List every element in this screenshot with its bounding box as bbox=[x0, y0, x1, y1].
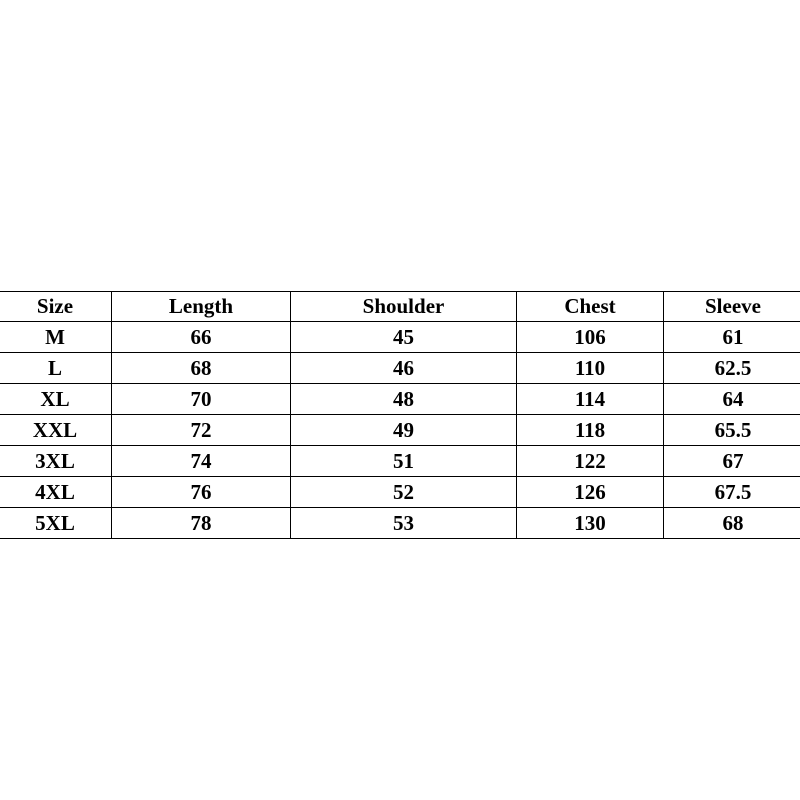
cell-chest: 122 bbox=[517, 446, 664, 477]
cell-size: M bbox=[0, 322, 112, 353]
cell-chest: 106 bbox=[517, 322, 664, 353]
cell-size: XL bbox=[0, 384, 112, 415]
table-row bbox=[0, 384, 800, 415]
cell-length: 76 bbox=[112, 477, 291, 508]
table-row bbox=[0, 353, 800, 384]
cell-chest: 126 bbox=[517, 477, 664, 508]
cell-chest: 118 bbox=[517, 415, 664, 446]
cell-length: 72 bbox=[112, 415, 291, 446]
cell-size: 5XL bbox=[0, 508, 112, 539]
cell-shoulder: 46 bbox=[291, 353, 517, 384]
header-shoulder: Shoulder bbox=[291, 292, 517, 322]
header-length: Length bbox=[112, 292, 291, 322]
header-sleeve: Sleeve bbox=[664, 292, 800, 322]
cell-size: 3XL bbox=[0, 446, 112, 477]
size-chart-table bbox=[0, 291, 800, 539]
cell-shoulder: 51 bbox=[291, 446, 517, 477]
header-size: Size bbox=[0, 292, 112, 322]
table-row bbox=[0, 446, 800, 477]
cell-sleeve: 61 bbox=[664, 322, 800, 353]
header-chest: Chest bbox=[517, 292, 664, 322]
cell-shoulder: 52 bbox=[291, 477, 517, 508]
cell-size: L bbox=[0, 353, 112, 384]
table-header-row bbox=[0, 292, 800, 322]
cell-sleeve: 68 bbox=[664, 508, 800, 539]
cell-length: 66 bbox=[112, 322, 291, 353]
cell-sleeve: 64 bbox=[664, 384, 800, 415]
cell-length: 70 bbox=[112, 384, 291, 415]
table-row bbox=[0, 477, 800, 508]
table-row bbox=[0, 508, 800, 539]
cell-shoulder: 48 bbox=[291, 384, 517, 415]
cell-sleeve: 67.5 bbox=[664, 477, 800, 508]
cell-chest: 114 bbox=[517, 384, 664, 415]
cell-chest: 110 bbox=[517, 353, 664, 384]
cell-sleeve: 62.5 bbox=[664, 353, 800, 384]
cell-length: 68 bbox=[112, 353, 291, 384]
cell-shoulder: 49 bbox=[291, 415, 517, 446]
cell-shoulder: 45 bbox=[291, 322, 517, 353]
table-row bbox=[0, 322, 800, 353]
cell-shoulder: 53 bbox=[291, 508, 517, 539]
cell-size: XXL bbox=[0, 415, 112, 446]
cell-chest: 130 bbox=[517, 508, 664, 539]
table-row bbox=[0, 415, 800, 446]
cell-size: 4XL bbox=[0, 477, 112, 508]
cell-sleeve: 65.5 bbox=[664, 415, 800, 446]
cell-sleeve: 67 bbox=[664, 446, 800, 477]
cell-length: 74 bbox=[112, 446, 291, 477]
cell-length: 78 bbox=[112, 508, 291, 539]
